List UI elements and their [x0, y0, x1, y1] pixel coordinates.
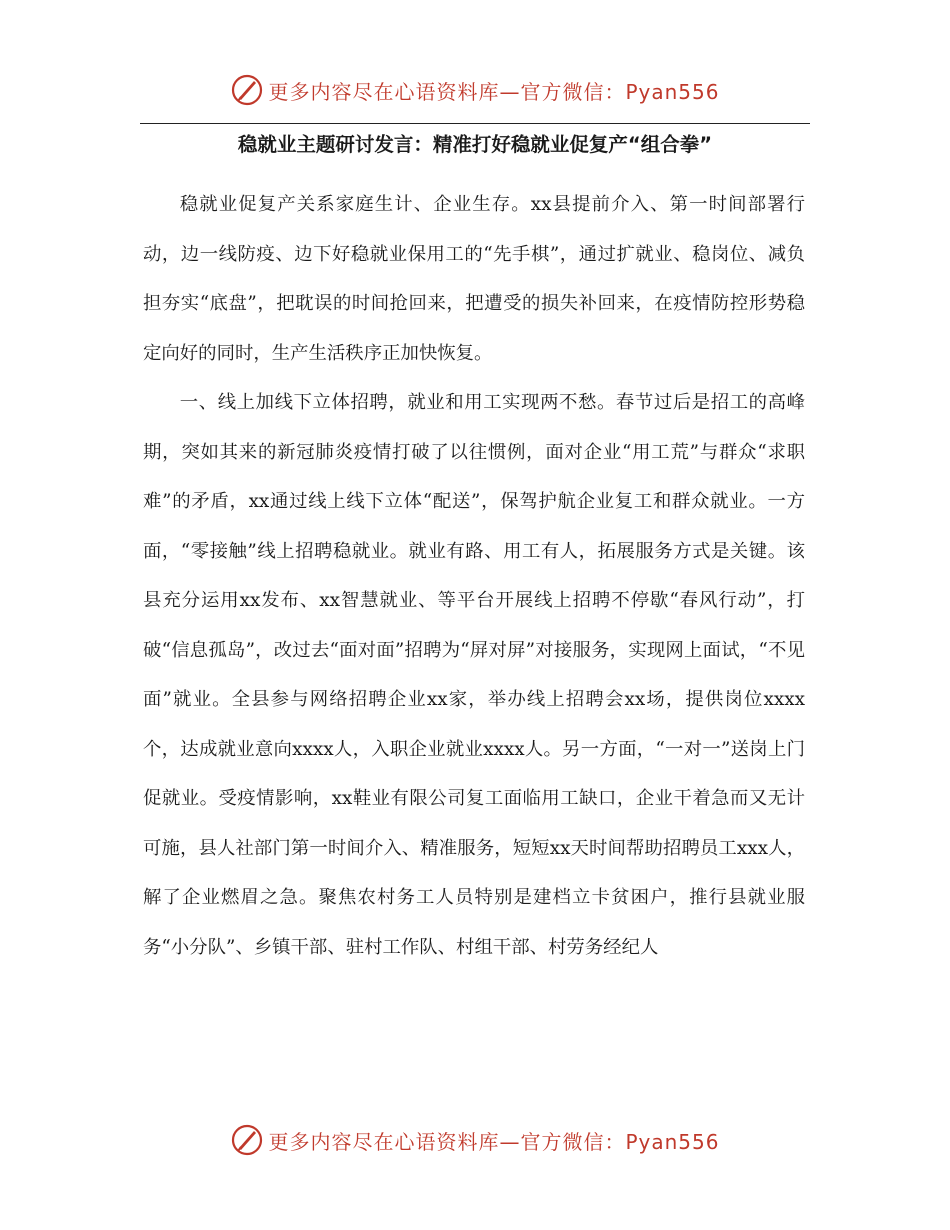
document-title: 稳就业主题研讨发言：精准打好稳就业促复产“组合拳”	[237, 133, 713, 156]
header-banner	[0, 68, 950, 112]
paragraph: 稳就业促复产关系家庭生计、企业生存。xx县提前介入、第一时间部署行动，边一线防疫、边下好稳就业保用工的“先手棋”，通过扩就业、稳岗位、减负担夯实“底盘”，把耽误的时间抢回来，把遭受的损失补回来，在疫情防控形势稳定向好的同时，生产生活秩序正加快恢复。	[143, 194, 805, 364]
quill-pen-icon	[230, 73, 264, 107]
header-divider	[140, 123, 810, 124]
quill-pen-icon	[230, 1123, 264, 1157]
document-body	[143, 180, 805, 972]
footer-banner-text: 更多内容尽在心语资料库—官方微信：Pyan556	[268, 1129, 720, 1154]
header-banner-text: 更多内容尽在心语资料库—官方微信：Pyan556	[268, 79, 720, 104]
footer-banner	[0, 1118, 950, 1162]
paragraph: 一、线上加线下立体招聘，就业和用工实现两不愁。春节过后是招工的高峰期，突如其来的新冠肺炎疫情打破了以往惯例，面对企业“用工荒”与群众“求职难”的矛盾，xx通过线上线下立体“配送”，保驾护航企业复工和群众就业。一方面，“零接触”线上招聘稳就业。就业有路、用工有人，拓展服务方式是关键。该县充分运用xx发布、xx智慧就业、等平台开展线上招聘不停歇“春风行动”，打破“信息孤岛”，改过去“面对面”招聘为“屏对屏”对接服务，实现网上面试，“不见面”就业。全县参与网络招聘企业xx家，举办线上招聘会xx场，提供岗位xxxx个，达成就业意向xxxx人，入职企业就业xxxx人。另一方面，“一对一”送岗上门促就业。受疫情影响，xx鞋业有限公司复工面临用工缺口，企业干着急而又无计可施，县人社部门第一时间介入、精准服务，短短xx天时间帮助招聘员工xxx人，解了企业燃眉之急。聚焦农村务工人员特别是建档立卡贫困户，推行县就业服务“小分队”、乡镇干部、驻村工作队、村组干部、村劳务经纪人	[143, 392, 805, 958]
